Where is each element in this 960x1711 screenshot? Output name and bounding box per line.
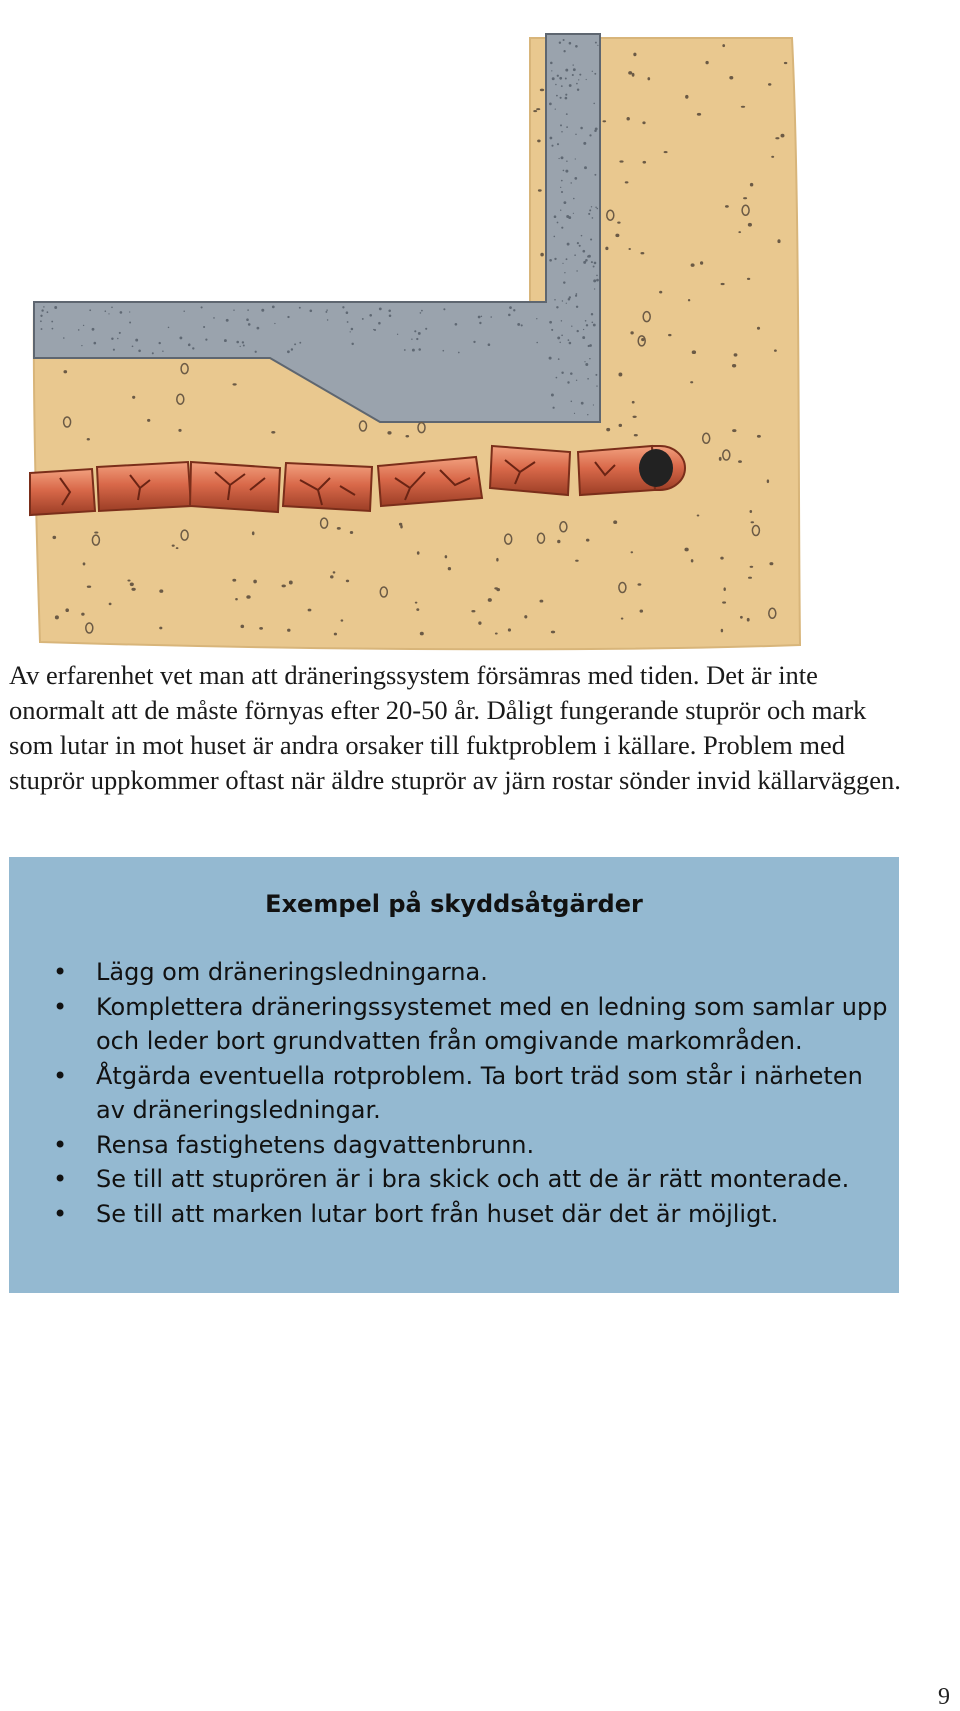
list-item (9, 1197, 899, 1232)
tips-heading: Exempel på skyddsåtgärder (265, 890, 643, 918)
bullet-icon: • (53, 1130, 68, 1159)
tips-list (9, 955, 899, 1231)
tips-box (9, 857, 899, 1293)
list-item (9, 1059, 899, 1128)
list-item-text: Åtgärda eventuella rotproblem. Ta bort träd som står i närheten av dräneringsledningar. (96, 1061, 863, 1124)
drainage-pipe-illustration (0, 0, 960, 660)
list-item-text: Komplettera dräneringssystemet med en ledning som samlar upp och leder bort grundvatten från omgivande markområden. (96, 992, 888, 1055)
list-item (9, 990, 899, 1059)
list-item-text: Se till att stuprören är i bra skick och att de är rätt monterade. (96, 1165, 850, 1193)
list-item-text: Rensa fastighetens dagvattenbrunn. (96, 1130, 535, 1159)
page-number: 9 (938, 1684, 950, 1710)
pipe-opening (639, 449, 673, 487)
bullet-icon: • (53, 958, 68, 986)
list-item (9, 1128, 899, 1163)
list-item (9, 1162, 899, 1197)
list-item-text: Lägg om dräneringsledningarna. (96, 958, 488, 986)
body-paragraph (9, 658, 909, 798)
bullet-icon: • (53, 1061, 68, 1090)
bullet-icon: • (53, 992, 68, 1021)
bullet-icon: • (53, 1199, 68, 1228)
bullet-icon: • (53, 1165, 68, 1193)
list-item-text: Se till att marken lutar bort från huset där det är möjligt. (96, 1199, 779, 1228)
list-item (9, 955, 899, 990)
paragraph-text: Av erfarenhet vet man att dräneringssystem försämras med tiden. Det är inte onormalt att de måste förnyas efter 20-50 år. Dåligt fungerande stuprör och mark som lutar in mot huset är andra orsaker till fuktproblem i källare. Problem med stuprör uppkommer oftast när äldre stuprör av järn rostar sönder invid källarväggen. (9, 660, 901, 795)
